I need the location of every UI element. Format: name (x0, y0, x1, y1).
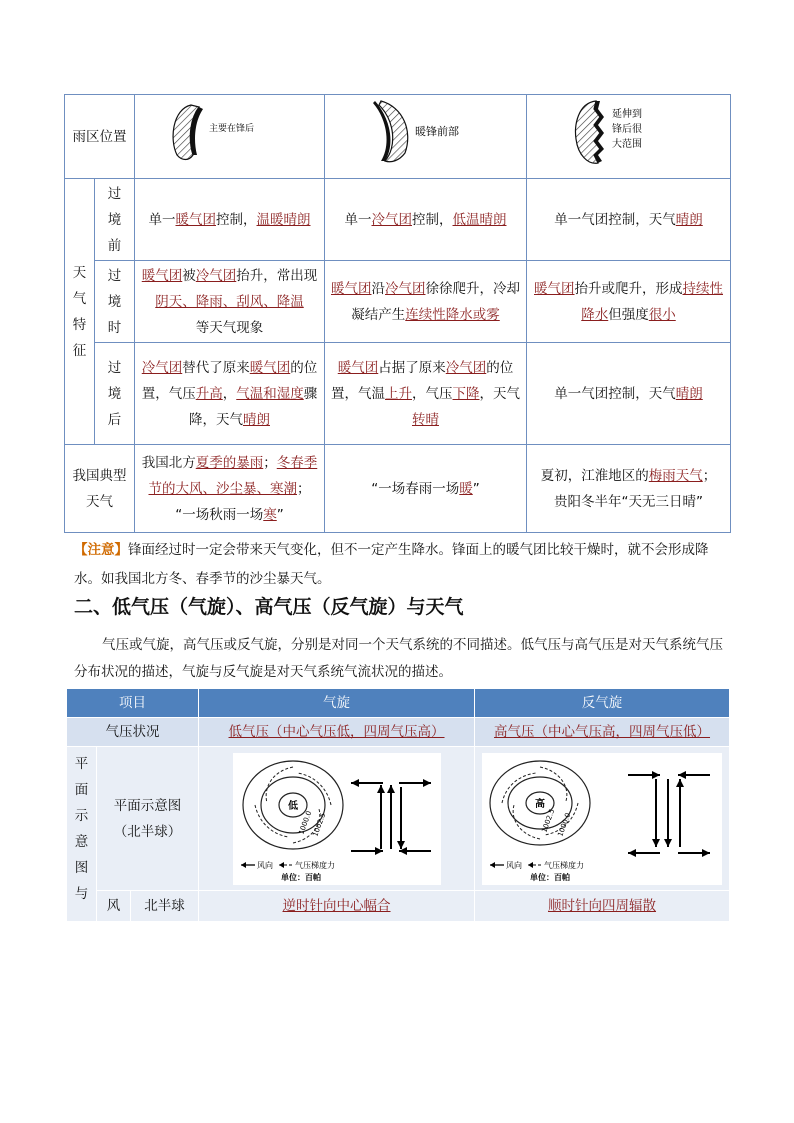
svg-text:风向: 风向 (256, 860, 273, 870)
typical-row (65, 445, 731, 533)
rain-area-row (65, 95, 731, 179)
before-label: 过境前 (95, 179, 135, 261)
plan-row (67, 747, 730, 891)
cyclone-pressure: 低气压（中心气压低，四周气压高） (199, 718, 475, 747)
after-label: 过境后 (95, 343, 135, 445)
cyclone-table (66, 688, 730, 922)
col-cyclone: 气旋 (199, 689, 475, 718)
svg-text:大范围: 大范围 (611, 139, 642, 150)
stationary-typical: 夏初，江淮地区的梅雨天气； 贵阳冬半年“天无三日晴” (527, 445, 731, 533)
cyclone-diagram-cell (199, 747, 475, 891)
pressure-label: 气压状况 (67, 718, 199, 747)
plan-vertical-label: 平面示意图与 (67, 747, 97, 922)
svg-text:单位：百帕: 单位：百帕 (530, 872, 571, 882)
intro-paragraph: 气压或气旋，高气压或反气旋，分别是对同一个天气系统的不同描述。低气压与高气压是对天气系统气压分布状况的描述，气旋与反气旋是对天气系统气流状况的描述。 (74, 637, 723, 680)
weather-feature-label: 天气特征 (65, 179, 95, 445)
warm-after: 暖气团占据了原来冷气团的位置，气温上升，气压下降，天气转晴 (325, 343, 527, 445)
nh-label: 北半球 (131, 891, 199, 922)
pressure-row (67, 718, 730, 747)
svg-text:低: 低 (287, 800, 298, 812)
cyclone-wind: 逆时针向中心幅合 (199, 891, 475, 922)
rain-area-label: 雨区位置 (65, 95, 135, 179)
svg-text:锋后很: 锋后很 (611, 124, 642, 135)
note-tag: 【注意】 (74, 542, 128, 558)
svg-text:主要在锋后: 主要在锋后 (208, 124, 254, 134)
anticyclone-pressure: 高气压（中心气压高，四周气压低） (475, 718, 730, 747)
warm-during: 暖气团沿冷气团徐徐爬升，冷却凝结产生连续性降水或雾 (325, 261, 527, 343)
cold-front-rain-image (135, 95, 325, 179)
svg-text:暖锋前部: 暖锋前部 (414, 125, 459, 138)
cold-before: 单一暖气团控制，温暖晴朗 (135, 179, 325, 261)
warm-front-rain-image (325, 95, 527, 179)
note-text: 锋面经过时一定会带来天气变化，但不一定产生降水。锋面上的暖气团比较干燥时，就不会形成降水。如我国北方冬、春季节的沙尘暴天气。 (74, 542, 709, 587)
cold-typical: 我国北方夏季的暴雨；冬春季节的大风、沙尘暴、寒潮； “一场秋雨一场寒” (135, 445, 325, 533)
anticyclone-diagram (482, 753, 722, 885)
stationary-after: 单一气团控制，天气晴朗 (527, 343, 731, 445)
svg-text:风向: 风向 (506, 860, 523, 870)
svg-text:延伸到: 延伸到 (611, 109, 642, 120)
svg-text:高: 高 (535, 798, 546, 810)
fronts-table (64, 94, 731, 533)
svg-text:1000.0: 1000.0 (556, 811, 573, 838)
svg-text:1002.5: 1002.5 (540, 807, 557, 834)
cold-after: 冷气团替代了原来暖气团的位置，气压升高，气温和湿度骤降，天气晴朗 (135, 343, 325, 445)
stationary-front-rain-image (527, 95, 731, 179)
svg-text:1002.5: 1002.5 (310, 811, 327, 838)
anticyclone-diagram-cell (475, 747, 730, 891)
during-row (65, 261, 731, 343)
wind-row (67, 891, 730, 922)
wind-label: 风 (97, 891, 131, 922)
plan-label: 平面示意图 （北半球） (97, 747, 199, 891)
svg-text:气压梯度力: 气压梯度力 (544, 860, 585, 870)
warm-typical: “一场春雨一场暖” (325, 445, 527, 533)
col-anticyclone: 反气旋 (475, 689, 730, 718)
table2-header (67, 689, 730, 718)
cold-during: 暖气团被冷气团抬升，常出现阴天、降雨、刮风、降温 等天气现象 (135, 261, 325, 343)
col-item: 项目 (67, 689, 199, 718)
svg-text:气压梯度力: 气压梯度力 (294, 860, 335, 870)
cyclone-diagram (233, 753, 441, 885)
stationary-during: 暖气团抬升或爬升，形成持续性降水但强度很小 (527, 261, 731, 343)
svg-text:单位：百帕: 单位：百帕 (280, 872, 321, 882)
note-paragraph (74, 536, 734, 594)
during-label: 过境时 (95, 261, 135, 343)
svg-text:1000.0: 1000.0 (296, 809, 313, 836)
stationary-before: 单一气团控制，天气晴朗 (527, 179, 731, 261)
before-row (65, 179, 731, 261)
typical-label: 我国典型天气 (65, 445, 135, 533)
anticyclone-wind: 顺时针向四周辐散 (475, 891, 730, 922)
after-row (65, 343, 731, 445)
warm-before: 单一冷气团控制，低温晴朗 (325, 179, 527, 261)
section-heading: 二、低气压（气旋）、高气压（反气旋）与天气 (74, 596, 464, 618)
